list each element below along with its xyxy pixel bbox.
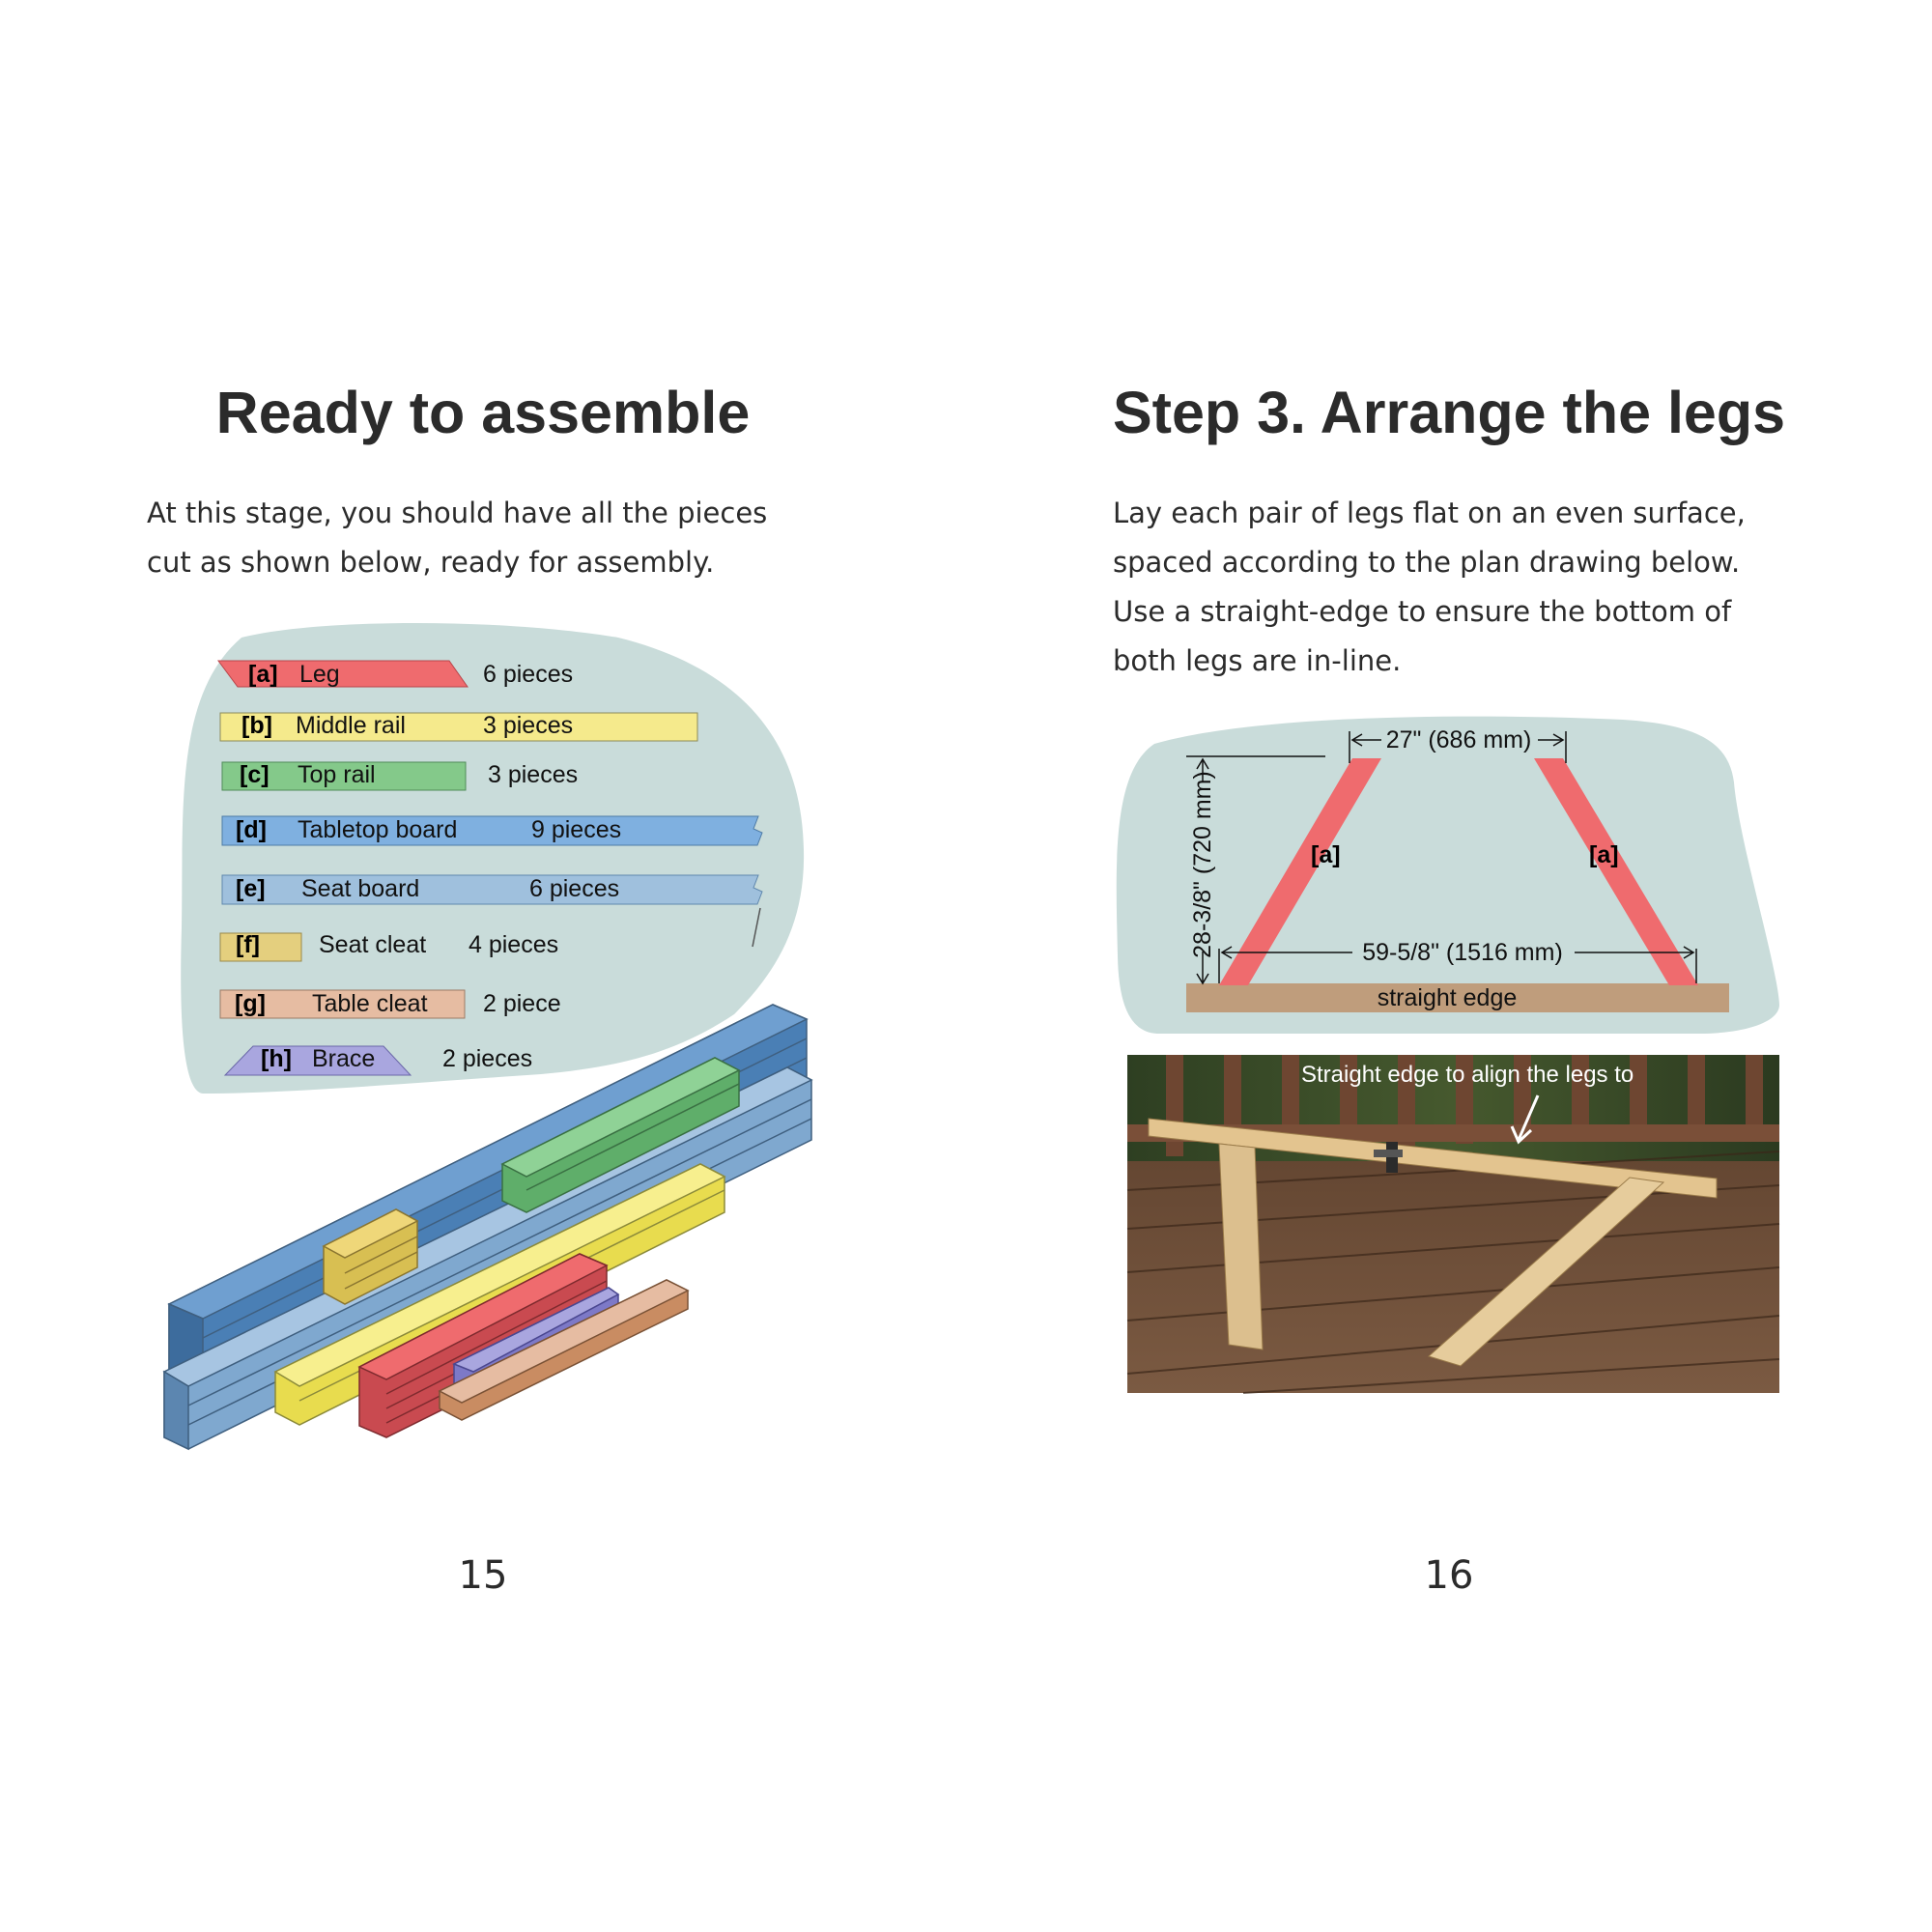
seat-cleat-key: [f] [236, 931, 260, 958]
middle-rail-swatch [220, 713, 697, 741]
top-dimension-label: 27" (686 mm) [1385, 726, 1532, 753]
height-dimension-label: 28-3/8" (720 mm) [1189, 771, 1216, 958]
seat-board-key: [e] [236, 875, 266, 902]
tabletop-board-key: [d] [236, 816, 267, 843]
middle-rail-key: [b] [242, 712, 272, 739]
leg-key: [a] [248, 661, 278, 688]
right-leg-label: [a] [1589, 841, 1619, 868]
tabletop-board-count: 9 pieces [531, 816, 622, 843]
left-leg-label: [a] [1311, 841, 1341, 868]
right-page [966, 0, 1932, 1932]
seat-cleat-count: 4 pieces [469, 931, 559, 958]
leg-count: 6 pieces [483, 661, 574, 688]
top-rail-count: 3 pieces [488, 761, 579, 788]
base-dimension-label: 59-5/8" (1516 mm) [1362, 939, 1563, 966]
intro-line-1: Lay each pair of legs flat on an even surface, [1113, 497, 1746, 529]
middle-rail-name: Middle rail [296, 712, 406, 739]
intro-line-4: both legs are in-line. [1113, 644, 1402, 677]
top-rail-name: Top rail [298, 761, 376, 788]
page-title: Step 3. Arrange the legs [1112, 380, 1786, 445]
legs-photo [1127, 1055, 1779, 1393]
leg-name: Leg [299, 661, 340, 688]
seat-cleat-swatch [220, 933, 301, 961]
brace-name: Brace [312, 1045, 376, 1072]
tabletop-board-name: Tabletop board [298, 816, 458, 843]
brace-key: [h] [261, 1045, 292, 1072]
legs-diagram [966, 0, 1932, 1932]
page-title: Ready to assemble [215, 380, 751, 445]
intro-line-3: Use a straight-edge to ensure the bottom of [1113, 595, 1732, 628]
page-number: 16 [1424, 1553, 1474, 1598]
table-cleat-name: Table cleat [312, 990, 428, 1017]
straight-edge-label: straight edge [1377, 984, 1518, 1011]
seat-board-name: Seat board [301, 875, 420, 902]
top-rail-key: [c] [240, 761, 270, 788]
table-cleat-count: 2 piece [483, 990, 561, 1017]
intro-line-2: cut as shown below, ready for assembly. [147, 546, 715, 579]
table-cleat-key: [g] [235, 990, 266, 1017]
seat-board-count: 6 pieces [529, 875, 620, 902]
page-number: 15 [458, 1553, 508, 1598]
middle-rail-count: 3 pieces [483, 712, 574, 739]
seat-cleat-name: Seat cleat [319, 931, 427, 958]
intro-line-1: At this stage, you should have all the pieces [147, 497, 768, 529]
brace-count: 2 pieces [442, 1045, 533, 1072]
parts-backdrop [181, 623, 804, 1094]
intro-line-2: spaced according to the plan drawing below. [1113, 546, 1741, 579]
photo-caption: Straight edge to align the legs to [1301, 1062, 1634, 1088]
